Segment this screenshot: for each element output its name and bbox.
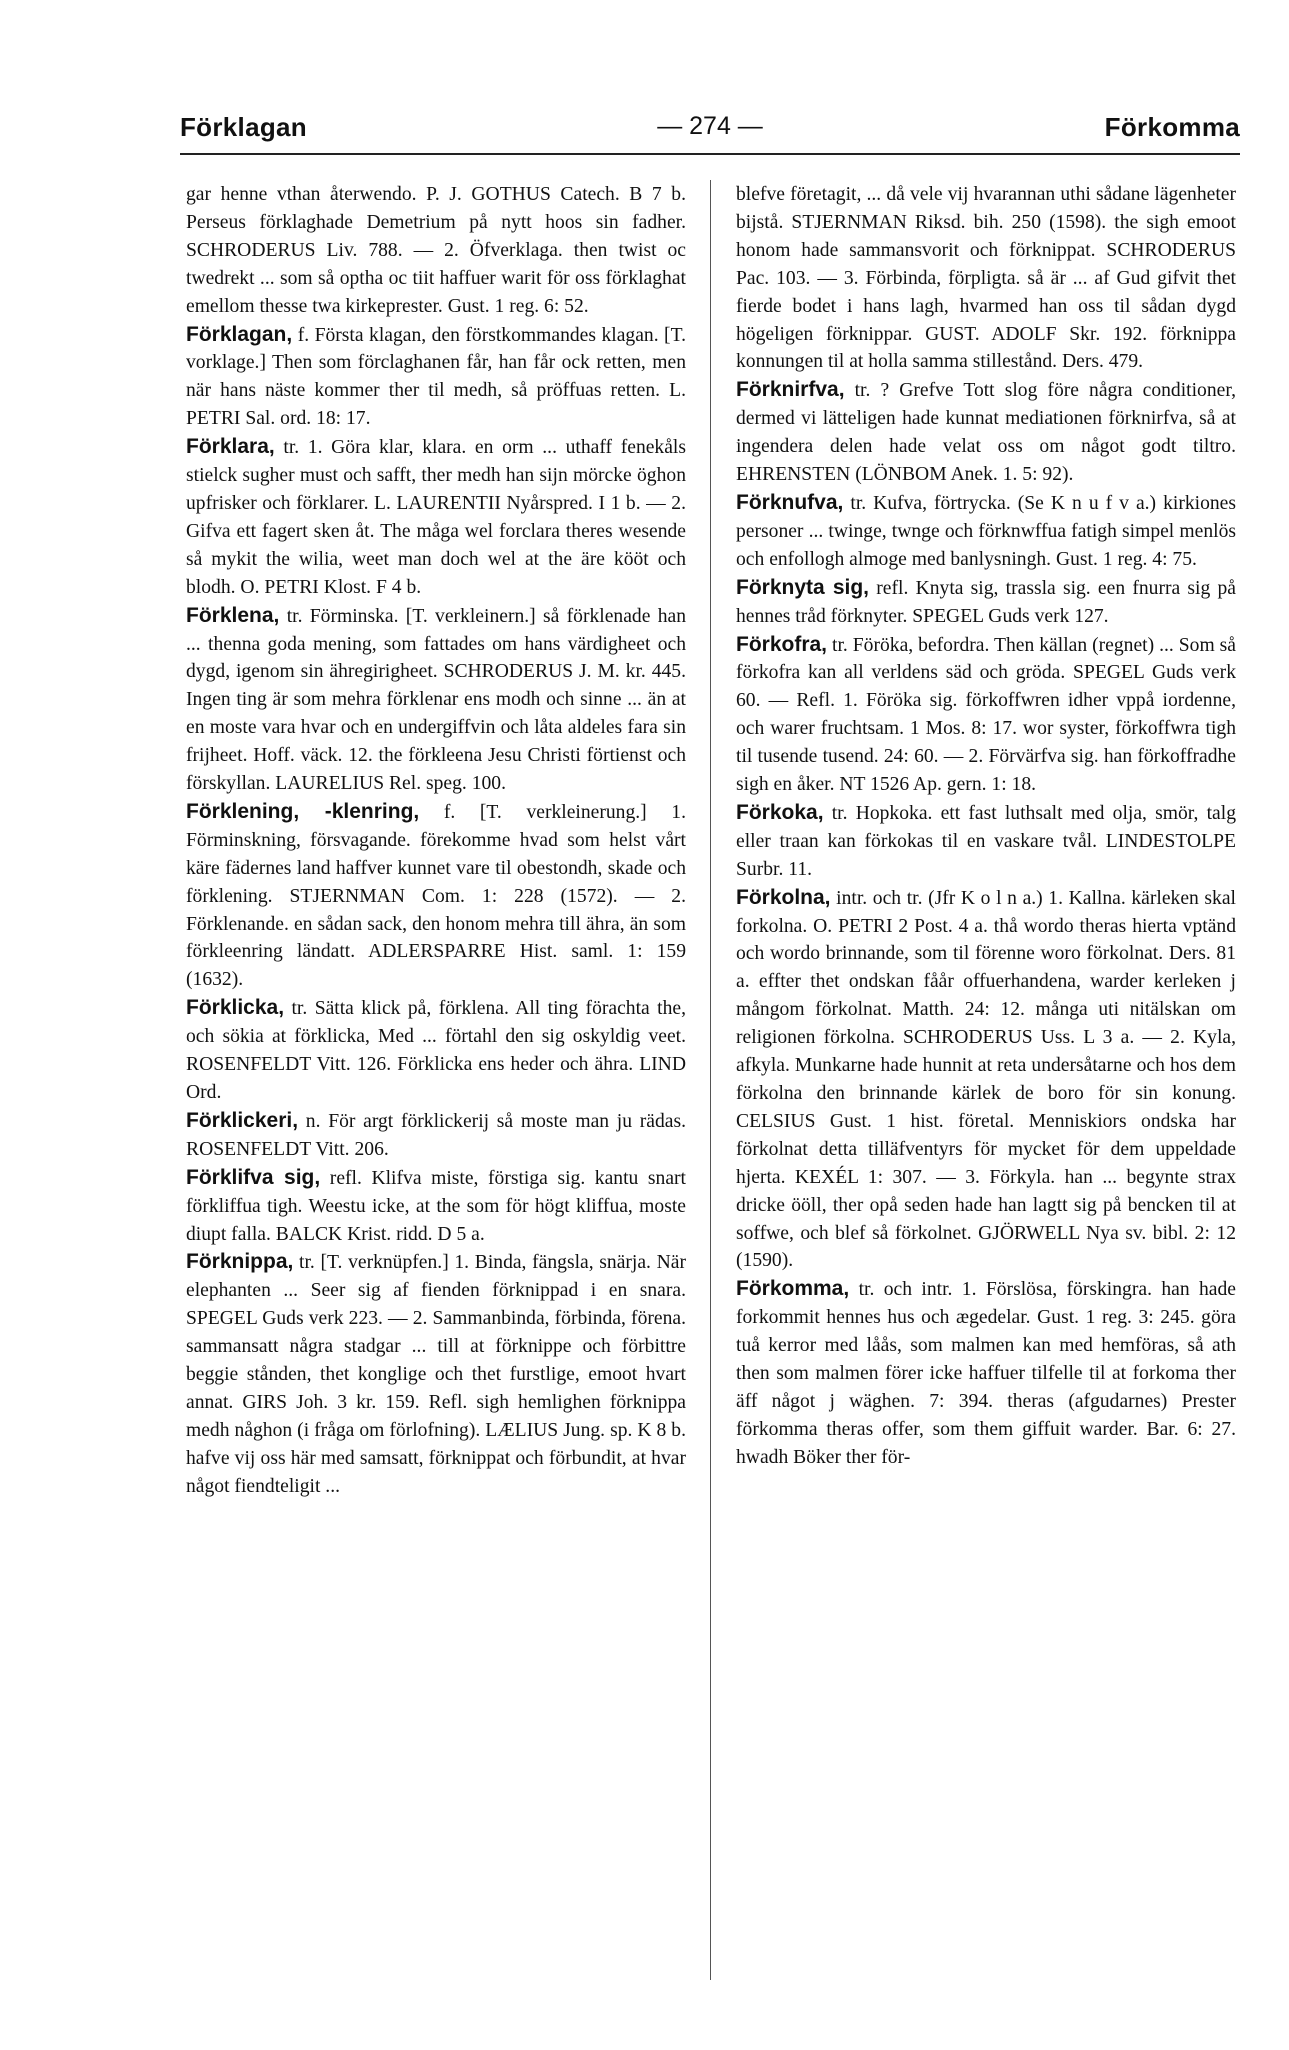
entry-text: tr. ? Grefve Tott slog före några conditioner, dermed vi lätteligen hade kunnat mediationen förknirfva, så at ingendera delen hade velat oss om något godt tiltro. EHRENSTEN (LÖNBOM Anek. 1. 5: 92). — [736, 380, 1236, 486]
entry-text: f. [T. verkleinerung.] 1. Förminskning, försvagande. förekomme hvad som helst vårt käre fädernes land haffver kunnet vare til obestondh, skade och förklening. STJERNMAN Com. 1: 228 (1572). — 2. Förklenande. en sådan sack, den honom mehra till ähra, än som förkleenring ländatt. ADLERSPARRE Hist. saml. 1: 159 (1632). — [186, 801, 686, 991]
entry — [186, 321, 686, 434]
entry-text: blefve företagit, ... då vele vij hvarannan uthi sådane lägenheter bijstå. STJERNMAN Riksd. bih. 250 (1598). the sigh emoot honom hade sammansvorit och förknippat. SCHRODERUS Pac. 103. — 3. Förbinda, förpligta. så är ... af Gud gifvit thet fierde bodet i hans lagh, hvarmed han oss til sådan dygd högeligen förknippar. GUST. ADOLF Skr. 192. förknippa konnungen til at holla samma stillestånd. Ders. 479. — [736, 184, 1236, 373]
entry-text: tr. och intr. 1. Förslösa, förskingra. han hade forkommit hennes hus och ægedelar. Gust. 1 reg. 3: 245. göra tuå kerror med låås, som malmen kan med hemföras, så ath then som malmen förer icke haffuer tilfelle til at forkoma ther äff något j wäghen. 7: 394. theras (afgudarnes) Prester förkomma theras offer, som them giffuit warder. Bar. 6: 27. hwadh Böker ther för- — [736, 1279, 1236, 1468]
entry — [736, 376, 1236, 489]
entry-headword: Förklifva sig, — [186, 1165, 321, 1189]
entry — [736, 631, 1236, 799]
header-rule — [180, 153, 1240, 155]
page-number: — 274 — — [657, 112, 763, 140]
entry-text: gar henne vthan återwendo. P. J. GOTHUS Catech. B 7 b. Perseus förklaghade Demetrium på nytt hoos sin fadher. SCHRODERUS Liv. 788. — 2. Öfverklaga. then twist oc twedrekt ... som så optha oc tiit haffuer warit för oss förklaghat emellom thesse twa kirkeprester. Gust. 1 reg. 6: 52. — [186, 184, 686, 317]
entry — [186, 1107, 686, 1164]
entry-headword: Förklagan, — [186, 322, 293, 346]
entry-text: refl. Klifva miste, förstiga sig. kantu snart förkliffua tigh. Weestu icke, at the som för högt kliffua, moste diupt falla. BALCK Krist. ridd. D 5 a. — [186, 1167, 686, 1245]
entry-text: tr. Förminska. [T. verkleinern.] så förklenade han ... thenna goda mening, som fattades om hans värdigheet och dygd, igenom sin ähregirigheet. SCHRODERUS J. M. kr. 445. Ingen ting är som mehra förklenar ens modh och sinne ... än at en moste vara hvar och en undergiffvin och låta aldeles fara sin frijheet. Hoff. väck. 12. the förkleena Jesu Christi förtienst och förskyllan. LAURELIUS Rel. speg. 100. — [186, 605, 686, 795]
entry-text: f. Första klagan, den förstkommandes klagan. [T. vorklage.] Then som förclaghanen får, han får ock retten, men när hans näste kommer ther til medh, så pröffuas retten. L. PETRI Sal. ord. 18: 17. — [186, 324, 686, 430]
entry — [186, 180, 686, 321]
entry-text: refl. Knyta sig, trassla sig. een fnurra sig på hennes tråd förknyter. SPEGEL Guds verk 127. — [736, 577, 1236, 627]
entry-text: tr. Föröka, befordra. Then källan (regnet) ... Som så förkofra kan all verldens säd och gröda. SPEGEL Guds verk 60. — Refl. 1. Föröka sig. förkoffwren idher vppå iordenne, och warer fruchtsam. 1 Mos. 8: 17. wor syster, förkoffwra tigh til tusende tusend. 24: 60. — 2. Förvärfva sig. han förkoffradhe sigh en åker. NT 1526 Ap. gern. 1: 18. — [736, 634, 1236, 796]
entry-headword: Förknippa, — [186, 1250, 294, 1274]
entry — [736, 1275, 1236, 1471]
page-header — [180, 112, 1240, 152]
entry-headword: Förklening, -klenring, — [186, 799, 420, 823]
entry-headword: Förknyta sig, — [736, 575, 870, 599]
entry — [736, 180, 1236, 376]
entry-headword: Förkofra, — [736, 632, 828, 656]
entry — [186, 602, 686, 798]
header-left-headword: Förklagan — [180, 112, 307, 142]
entry — [186, 798, 686, 994]
entry-headword: Förklickeri, — [186, 1108, 299, 1132]
entry — [186, 994, 686, 1107]
right-column — [736, 180, 1236, 1990]
entry-headword: Förklara, — [186, 435, 275, 459]
entry — [736, 799, 1236, 884]
entry — [736, 489, 1236, 574]
entry-headword: Förkomma, — [736, 1277, 850, 1301]
entry-headword: Förknirfva, — [736, 378, 845, 402]
entry-text: intr. och tr. (Jfr K o l n a.) 1. Kallna. kärleken skal forkolna. O. PETRI 2 Post. 4 a. thå wordo theras hierta vptänd och wordo brinnande, som til förenne woro förkolnat. Ders. 81 a. effter thet ondskan fåår offuerhandena, warder kerleken j mångom förkolnat. Matth. 24: 12. många uti nitälskan om religionen förkolna. SCHRODERUS Uss. L 3 a. — 2. Kyla, afkyla. Munkarne hade hunnit at reta undersåtarne och hos dem förkolna den brinnande kärlek de boro för sin konung. CELSIUS Gust. 1 hist. företal. Menniskiors ondska har förkolnat detta tilläfventyrs för mycket för dem uppeldade hjerta. KEXÉL 1: 307. — 3. Förkyla. han ... begynte strax dricke ööll, ther opå seden hade han lagtt sig på bencken til at soffwe, och blef så förkolnet. GJÖRWELL Nya sv. bibl. 2: 12 (1590). — [736, 887, 1236, 1272]
entry-text: tr. Hopkoka. ett fast luthsalt med olja, smör, talg eller traan kan förkokas til en vaskare tvål. LINDESTOLPE Surbr. 11. — [736, 802, 1236, 880]
entry — [736, 884, 1236, 1276]
entry-headword: Förklicka, — [186, 996, 285, 1020]
entry — [186, 1248, 686, 1500]
entry-headword: Förkoka, — [736, 800, 824, 824]
entry-headword: Förkolna, — [736, 885, 831, 909]
entry — [186, 433, 686, 601]
left-column — [186, 180, 686, 1990]
entry-text: n. För argt förklickerij så moste man ju rädas. ROSENFELDT Vitt. 206. — [186, 1110, 686, 1160]
entry-headword: Förknufva, — [736, 490, 844, 514]
entry — [186, 1164, 686, 1249]
entry-headword: Förklena, — [186, 603, 280, 627]
column-divider — [710, 180, 711, 1980]
entry — [736, 574, 1236, 631]
header-right-headword: Förkomma — [1104, 112, 1240, 142]
entry-text: tr. 1. Göra klar, klara. en orm ... uthaff fenekåls stielck sugher must och safft, ther medh han sijn mörcke öghon upfrisker och förklarer. L. LAURENTII Nyårspred. I 1 b. — 2. Gifva ett fagert sken åt. The måga wel forclara theres wesende så mykit the wilia, weet man doch wel at the äre kööt och blodh. O. PETRI Klost. F 4 b. — [186, 437, 686, 598]
entry-text: tr. Sätta klick på, förklena. All ting förachta the, och sökia at förklicka, Med ... förtahl den sig oskyldig veet. ROSENFELDT Vitt. 126. Förklicka ens heder och ähra. LIND Ord. — [186, 998, 686, 1103]
entry-text: tr. [T. verknüpfen.] 1. Binda, fängsla, snärja. När elephanten ... Seer sig af fienden förknippad i en snara. SPEGEL Guds verk 223. — 2. Sammanbinda, förbinda, förena. sammansatt några stadgar ... till at förknippe och förbittre beggie stånden, thet konglige och thet furstlige, emoot hvart annat. GIRS Joh. 3 kr. 159. Refl. sigh hemlighen förknippa medh någhon (i fråga om förlofning). LÆLIUS Jung. sp. K 8 b. hafve vij oss här med samsatt, förknippat och förbundit, at hvar något fiendteligit ... — [186, 1252, 686, 1497]
entry-text: tr. Kufva, förtrycka. (Se K n u f v a.) kirkiones personer ... twinge, twnge och förknwffua fatigh simpel menlös och enfollogh almoge med banlysningh. Gust. 1 reg. 4: 75. — [736, 492, 1236, 570]
